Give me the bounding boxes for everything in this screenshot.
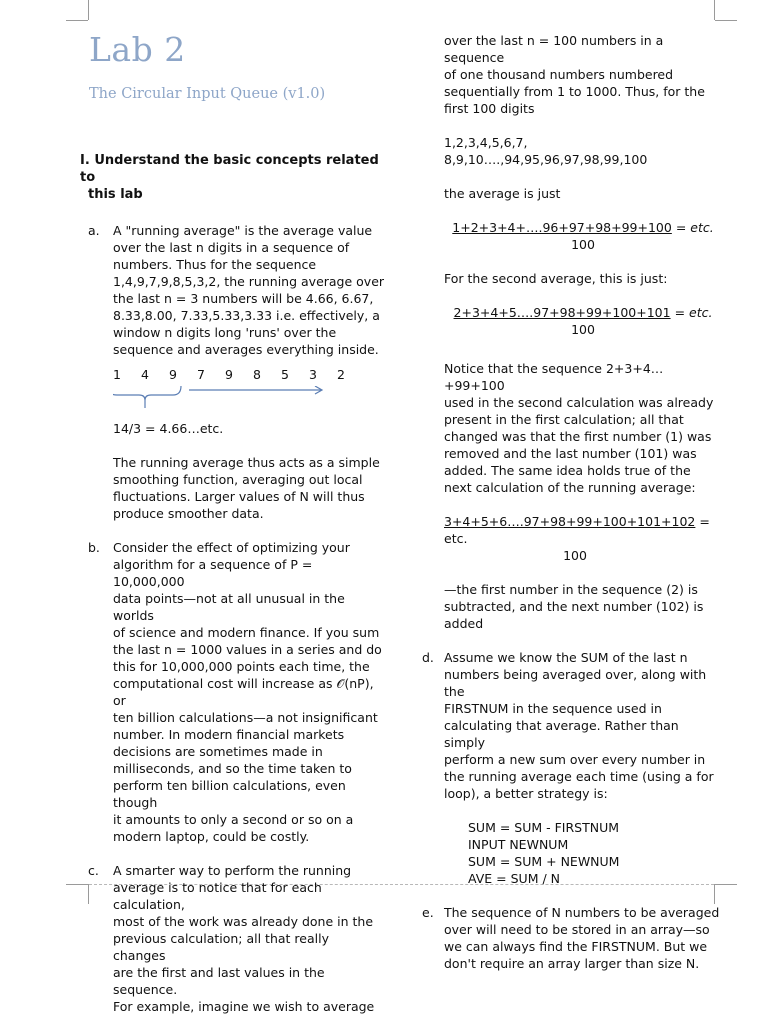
- item-d-line: loop), a better strategy is:: [444, 786, 608, 801]
- fraction-2-sum: 2+3+4+5….97+98+99+100+101: [453, 305, 671, 320]
- list-marker-c: c.: [88, 863, 99, 878]
- fraction-1-denominator: 100: [571, 237, 595, 252]
- fraction-3-numerator: [444, 513, 722, 547]
- sequence-row: [113, 366, 385, 386]
- crop-mark-top-left: [88, 0, 89, 20]
- item-e-line: over will need to be stored in an array—so: [444, 922, 710, 937]
- left-column: [80, 152, 385, 1015]
- item-e-line: we can always find the FIRSTNUM. But we: [444, 939, 708, 954]
- sequence-number: 3: [309, 367, 317, 382]
- item-d-line: Assume we know the SUM of the last n: [444, 650, 688, 665]
- item-d-line: the running average each time (using a for: [444, 769, 714, 784]
- list-item-a: [80, 222, 385, 522]
- example-calc: 14/3 = 4.66…etc.: [113, 421, 224, 436]
- page-title: Lab 2: [89, 30, 186, 69]
- crop-mark-top-right-h: [715, 20, 737, 21]
- item-e-line: The sequence of N numbers to be averaged: [444, 905, 720, 920]
- fraction-1-numerator: [444, 219, 722, 236]
- section-heading-line1: Understand the basic concepts related to: [80, 153, 379, 185]
- item-d-line: perform a new sum over every number in: [444, 752, 706, 767]
- section-heading-line2: this lab: [88, 187, 143, 202]
- sequence-number: 9: [225, 367, 233, 382]
- item-b-line: number. In modern financial markets: [113, 727, 345, 742]
- item-a-line: A "running average" is the average value: [113, 223, 373, 238]
- list-item-e: [422, 904, 722, 972]
- intro-line: sequentially from 1 to 1000. Thus, for the: [444, 84, 705, 99]
- notice-line: changed was that the first number (1) was: [444, 429, 712, 444]
- sequence-number: 8: [253, 367, 261, 382]
- sequence-number: 5: [281, 367, 289, 382]
- fraction-1-sum: 1+2+3+4+….96+97+98+99+100: [452, 220, 672, 235]
- fraction-2-denominator: 100: [571, 322, 595, 337]
- smoothing-line: produce smoother data.: [113, 506, 264, 521]
- intro-line: first 100 digits: [444, 101, 535, 116]
- item-b-line: ten billion calculations—a not insignificant: [113, 710, 378, 725]
- sequence-number: 9: [169, 367, 177, 382]
- code-line: SUM = SUM - FIRSTNUM: [468, 820, 620, 835]
- item-b-line: it amounts to only a second or so on a: [113, 812, 354, 827]
- list-item-d: [422, 649, 722, 887]
- list-marker-a: a.: [88, 223, 100, 238]
- page-subtitle: The Circular Input Queue (v1.0): [89, 86, 326, 102]
- notice-line: Notice that the sequence 2+3+4…+99+100: [444, 361, 664, 393]
- notice-line: next calculation of the running average:: [444, 480, 696, 495]
- window-bracket-diagram: [113, 386, 353, 416]
- sequence-number: 1: [113, 367, 121, 382]
- item-a-line: sequence and averages everything inside.: [113, 342, 379, 357]
- notice-line: used in the second calculation was already: [444, 395, 714, 410]
- item-c-line: For example, imagine we wish to average: [113, 999, 375, 1014]
- item-b-line: this for 10,000,000 points each time, the: [113, 659, 370, 674]
- item-b-line: computational cost will increase as 𝒪(nP), or: [113, 676, 374, 708]
- list-marker-d: d.: [422, 650, 434, 665]
- right-column: [422, 32, 722, 972]
- section-heading: [80, 152, 385, 203]
- item-d-line: FIRSTNUM in the sequence used in: [444, 701, 662, 716]
- fraction-2-numerator: [444, 304, 722, 321]
- crop-mark-top-right: [714, 0, 715, 20]
- item-b-line: the last n = 1000 values in a series and do: [113, 642, 382, 657]
- item-b-line: Consider the effect of optimizing your: [113, 540, 350, 555]
- window-brace: [113, 386, 181, 400]
- item-a-line: 8.33,8.00, 7.33,5.33,3.33 i.e. effectively, a: [113, 308, 380, 323]
- list-marker-b: b.: [88, 540, 100, 555]
- fraction-2-tail: = etc.: [670, 305, 713, 320]
- list-item-c: [80, 862, 385, 1015]
- notice-line: removed and the last number (101) was: [444, 446, 697, 461]
- item-a-line: numbers. Thus for the sequence: [113, 257, 317, 272]
- item-c-line: are the first and last values in the sequence.: [113, 965, 325, 997]
- fraction-1-tail: = etc.: [671, 220, 714, 235]
- item-e-line: don't require an array larger than size N.: [444, 956, 700, 971]
- crop-mark-top-left-h: [66, 20, 88, 21]
- notice-line: added. The same idea holds true of the: [444, 463, 691, 478]
- subtract-line: —the first number in the sequence (2) is: [444, 582, 698, 597]
- sequence-number: 7: [197, 367, 205, 382]
- intro-line: over the last n = 100 numbers in a sequence: [444, 33, 664, 65]
- item-b-line: modern laptop, could be costly.: [113, 829, 310, 844]
- fraction-3-tail: = etc.: [444, 514, 710, 546]
- item-b-line: perform ten billion calculations, even though: [113, 778, 346, 810]
- item-b-line: of science and modern finance. If you sum: [113, 625, 380, 640]
- fraction-3-sum: 3+4+5+6….97+98+99+100+101+102: [444, 514, 696, 529]
- item-b-line: data points—not at all unusual in the worlds: [113, 591, 345, 623]
- subtract-line: added: [444, 616, 484, 631]
- item-c-line: average is to notice that for each calculation,: [113, 880, 322, 912]
- notice-line: present in the first calculation; all that: [444, 412, 684, 427]
- list-marker-e: e.: [422, 905, 434, 920]
- subtract-line: subtracted, and the next number (102) is: [444, 599, 704, 614]
- item-a-line: over the last n digits in a sequence of: [113, 240, 350, 255]
- smoothing-line: The running average thus acts as a simple: [113, 455, 380, 470]
- item-c-line: most of the work was already done in the: [113, 914, 374, 929]
- smoothing-line: smoothing function, averaging out local: [113, 472, 363, 487]
- item-c-line: previous calculation; all that really changes: [113, 931, 329, 963]
- item-c-line: A smarter way to perform the running: [113, 863, 352, 878]
- item-b-line: decisions are sometimes made in: [113, 744, 323, 759]
- pseudocode-block: [444, 819, 722, 887]
- item-b-line: algorithm for a sequence of P = 10,000,000: [113, 557, 313, 589]
- number-sequence: 1,2,3,4,5,6,7, 8,9,10….,94,95,96,97,98,99,100: [444, 135, 648, 167]
- intro-line: of one thousand numbers numbered: [444, 67, 674, 82]
- item-d-line: numbers being averaged over, along with the: [444, 667, 707, 699]
- smoothing-line: fluctuations. Larger values of N will thus: [113, 489, 365, 504]
- item-a-line: window n digits long 'runs' over the: [113, 325, 337, 340]
- fraction-3-denominator: 100: [563, 548, 587, 563]
- sequence-number: 2: [337, 367, 345, 382]
- sequence-number: 4: [141, 367, 149, 382]
- section-number: I.: [80, 153, 90, 168]
- code-line: AVE = SUM / N: [468, 871, 560, 886]
- item-a-line: 1,4,9,7,9,8,5,3,2, the running average over: [113, 274, 385, 289]
- average-intro: the average is just: [444, 186, 561, 201]
- list-item-b: [80, 539, 385, 845]
- item-d-line: calculating that average. Rather than simply: [444, 718, 679, 750]
- code-line: INPUT NEWNUM: [468, 837, 569, 852]
- item-b-line: milliseconds, and so the time taken to: [113, 761, 352, 776]
- second-average-intro: For the second average, this is just:: [444, 271, 668, 286]
- item-a-line: the last n = 3 numbers will be 4.66, 6.67,: [113, 291, 374, 306]
- continuation-block: [422, 32, 722, 632]
- code-line: SUM = SUM + NEWNUM: [468, 854, 620, 869]
